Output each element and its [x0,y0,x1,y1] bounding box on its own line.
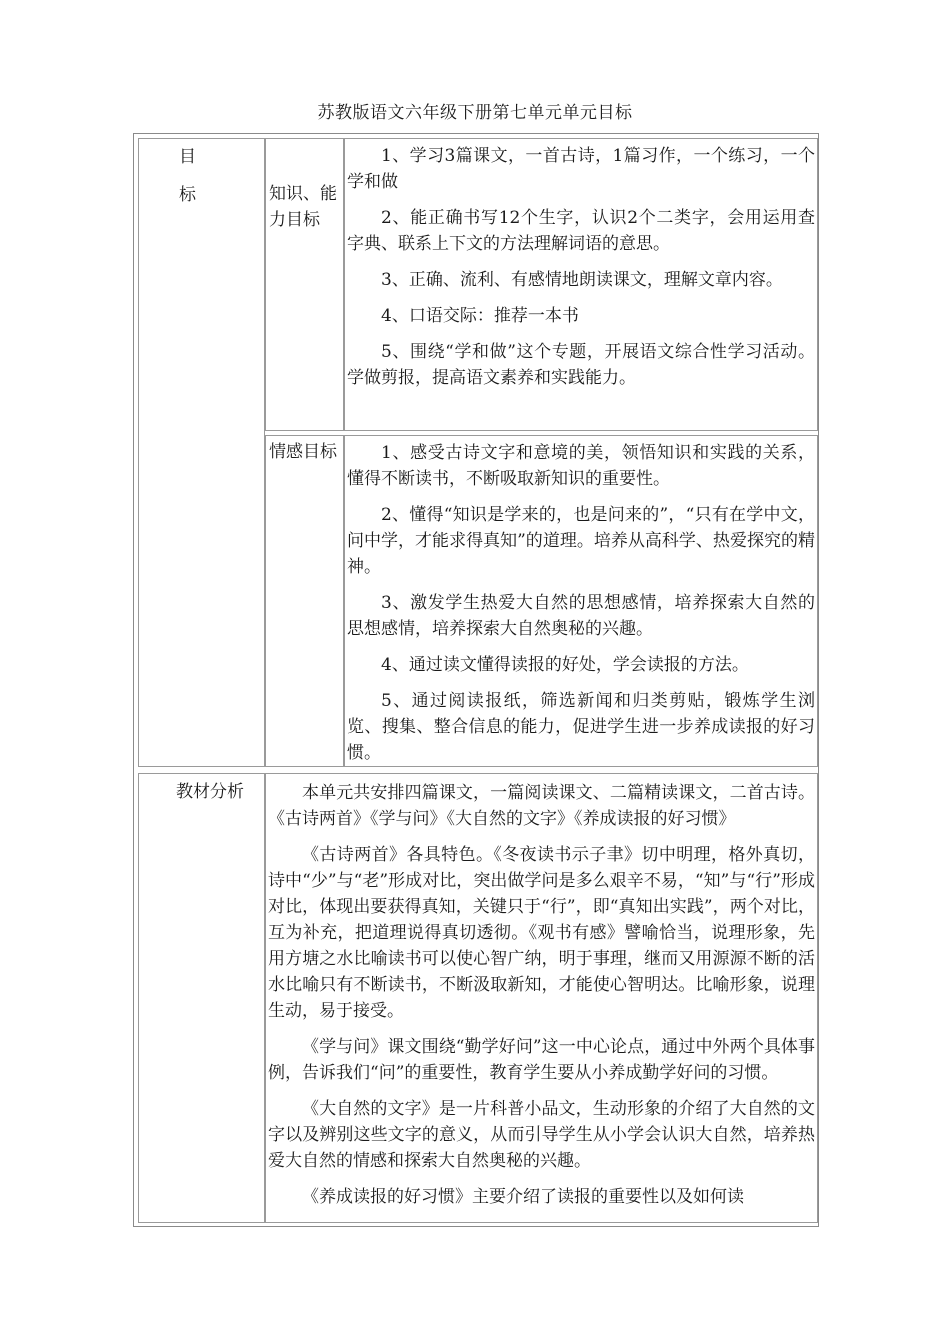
knowledge-goals-cell [344,138,818,431]
analysis-cell [265,773,818,1223]
unit-goals-table [133,133,819,1227]
knowledge-goal-4: 4、口语交际：推荐一本书 [381,306,579,326]
knowledge-goal-1: 1、学习3篇课文，一首古诗，1篇习作，一个练习，一个学和做 [347,146,815,192]
emotion-goals-cell [344,435,818,767]
knowledge-goal-2: 2、能正确书写12个生字，认识2个二类字，会用运用查字典、联系上下文的方法理解词语的意思。 [347,208,815,254]
analysis-paragraph-5: 《养成读报的好习惯》主要介绍了读报的重要性以及如何读 [302,1187,744,1207]
knowledge-label: 知识、能力目标 [269,184,337,230]
emotion-goal-3: 3、激发学生热爱大自然的思想感情，培养探索大自然的思想感情，培养探索大自然奥秘的兴趣。 [347,593,815,639]
emotion-goal-2: 2、懂得“知识是学来的，也是问来的”，“只有在学中文，问中学，才能求得真知”的道理。培养从高科学、热爱探究的精神。 [347,505,815,577]
document-title: 苏教版语文六年级下册第七单元单元目标 [317,103,633,123]
knowledge-goal-3: 3、正确、流利、有感情地朗读课文，理解文章内容。 [381,270,783,290]
analysis-paragraph-2: 《古诗两首》各具特色。《冬夜读书示子聿》切中明理，格外真切，诗中“少”与“老”形成对比，突出做学问是多么艰辛不易，“知”与“行”形成对比，体现出要获得真知，关键只于“行”，即“真知出实践”，两个对比，互为补充，把道理说得真切透彻。《观书有感》譬喻恰当，说理形象，先用方塘之水比喻读书可以使心智广纳，明于事理，继而又用源源不断的活水比喻只有不断读书，不断汲取新知，才能使心智明达。比喻形象，说理生动，易于接受。 [268,845,815,1021]
analysis-label-cell [138,773,265,1223]
knowledge-label-cell [265,138,344,431]
emotion-goal-4: 4、通过读文懂得读报的好处，学会读报的方法。 [381,655,749,675]
emotion-goal-5: 5、通过阅读报纸，筛选新闻和归类剪贴，锻炼学生浏览、搜集、整合信息的能力，促进学生进一步养成读报的好习惯。 [347,691,815,763]
goals-label-line1: 目 [179,147,196,167]
goals-label-cell [138,138,265,767]
goals-label-line2: 标 [179,185,196,205]
emotion-label-cell [265,435,344,767]
emotion-label: 情感目标 [269,442,337,462]
analysis-label: 教材分析 [176,782,244,802]
analysis-paragraph-4: 《大自然的文字》是一片科普小品文，生动形象的介绍了大自然的文字以及辨别这些文字的意义，从而引导学生从小学会认识大自然，培养热爱大自然的情感和探索大自然奥秘的兴趣。 [268,1099,815,1171]
analysis-paragraph-1: 本单元共安排四篇课文，一篇阅读课文、二篇精读课文，二首古诗。《古诗两首》《学与问》《大自然的文字》《养成读报的好习惯》 [268,783,815,829]
analysis-paragraph-3: 《学与问》课文围绕“勤学好问”这一中心论点，通过中外两个具体事例，告诉我们“问”的重要性，教育学生要从小养成勤学好问的习惯。 [268,1037,815,1083]
emotion-goal-1: 1、感受古诗文字和意境的美，领悟知识和实践的关系，懂得不断读书，不断吸取新知识的重要性。 [347,443,815,489]
knowledge-goal-5: 5、围绕“学和做”这个专题，开展语文综合性学习活动。学做剪报，提高语文素养和实践能力。 [347,342,815,388]
